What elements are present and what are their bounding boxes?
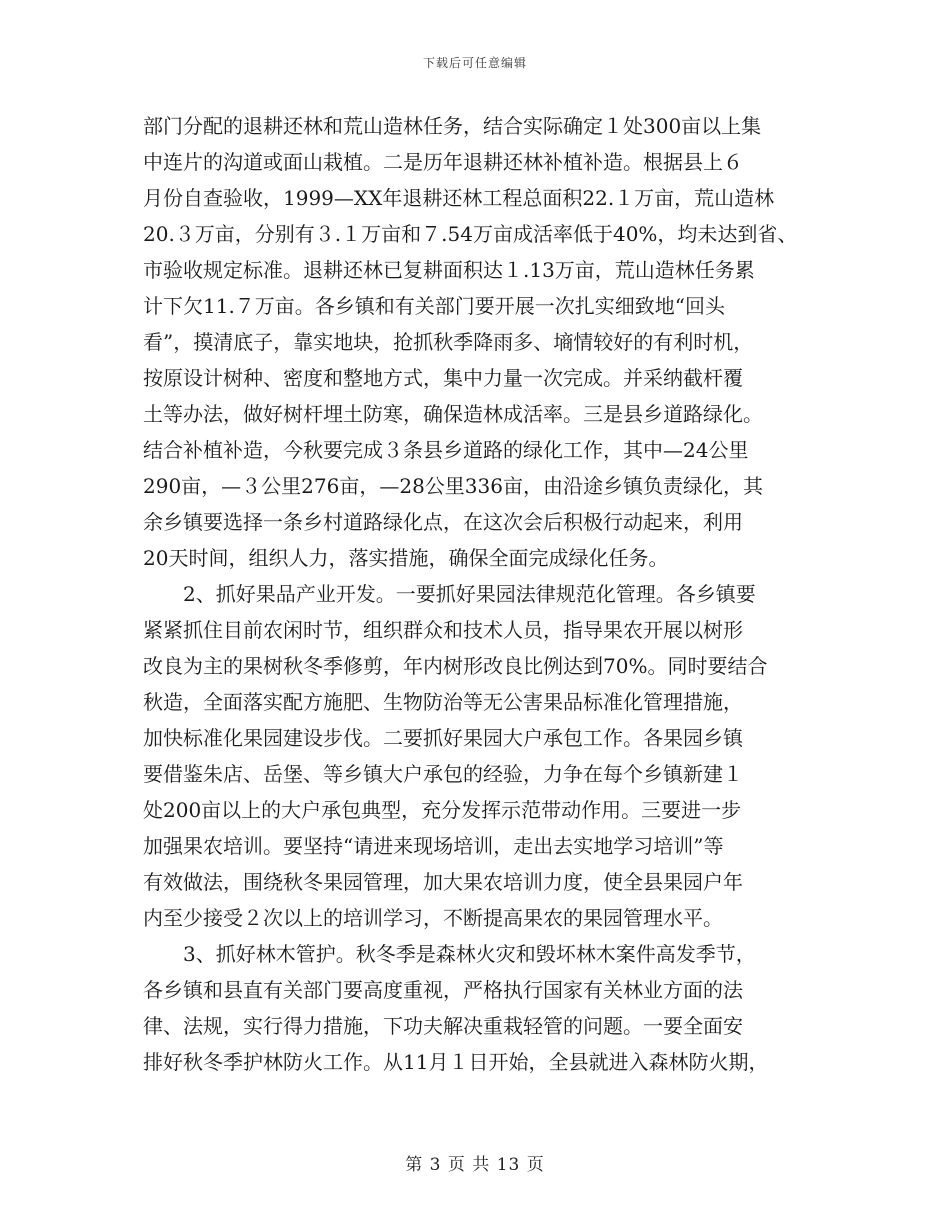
- text-line: 市验收规定标准。退耕还林已复耕面积达１.13万亩，荒山造林任务累: [143, 258, 755, 282]
- text-line: 处200亩以上的大户承包典型，充分发挥示范带动作用。三要进一步: [143, 798, 742, 822]
- text-line: 20天时间，组织人力，落实措施，确保全面完成绿化任务。: [143, 546, 669, 570]
- text-line: 加快标准化果园建设步伐。二要抓好果园大户承包工作。各果园乡镇: [143, 726, 743, 750]
- text-line: 中连片的沟道或面山栽植。二是历年退耕还林补植补造。根据县上６: [143, 150, 743, 174]
- text-line: 有效做法，围绕秋冬果园管理，加大果农培训力度，使全县果园户年: [143, 870, 743, 894]
- text-line: 紧紧抓住目前农闲时节，组织群众和技术人员，指导果农开展以树形: [143, 618, 743, 642]
- text-line: 余乡镇要选择一条乡村道路绿化点，在这次会后积极行动起来，利用: [143, 510, 743, 534]
- text-line: 律、法规，实行得力措施，下功夫解决重栽轻管的问题。一要全面安: [143, 1014, 743, 1038]
- text-line: 改良为主的果树秋冬季修剪，年内树形改良比例达到70%。同时要结合: [143, 654, 768, 678]
- text-line: 土等办法，做好树杆埋土防寒，确保造林成活率。三是县乡道路绿化。: [143, 402, 763, 426]
- text-line: 计下欠11.７万亩。各乡镇和有关部门要开展一次扎实细致地“回头: [143, 294, 726, 318]
- text-line: 结合补植补造，今秋要完成３条县乡道路的绿化工作，其中—24公里: [143, 438, 749, 462]
- paragraph-3-start: 3、抓好林木管护。秋冬季是森林火灾和毁坏林木案件高发季节，: [143, 942, 756, 966]
- text-line: 秋造，全面落实配方施肥、生物防治等无公害果品标准化管理措施，: [143, 690, 743, 714]
- text-line: 各乡镇和县直有关部门要高度重视，严格执行国家有关林业方面的法: [143, 978, 743, 1002]
- page-header: 下载后可任意编辑: [422, 56, 527, 70]
- text-line: 排好秋冬季护林防火工作。从11月１日开始，全县就进入森林防火期，: [143, 1050, 769, 1074]
- text-line: 看”，摸清底子，靠实地块，抢抓秋季降雨多、墒情较好的有利时机，: [143, 330, 754, 354]
- document-body: [143, 108, 815, 1080]
- text-line: 要借鉴朱店、岳堡、等乡镇大户承包的经验，力争在每个乡镇新建１: [143, 762, 743, 786]
- text-line: 290亩，—３公里276亩，—28公里336亩，由沿途乡镇负责绿化，其: [143, 474, 763, 498]
- paragraph-2-start: 2、抓好果品产业开发。一要抓好果园法律规范化管理。各乡镇要: [143, 582, 756, 606]
- page-footer: 第 3 页 共 13 页: [405, 1155, 545, 1175]
- text-line: 月份自查验收，1999—XX年退耕还林工程总面积22.１万亩，荒山造林: [143, 186, 775, 210]
- text-line: 20.３万亩，分别有３.１万亩和７.54万亩成活率低于40%，均未达到省、: [143, 222, 798, 246]
- text-line: 加强果农培训。要坚持“请进来现场培训，走出去实地学习培训”等: [143, 834, 724, 858]
- text-line: 按原设计树种、密度和整地方式，集中力量一次完成。并采纳截杆覆: [143, 366, 743, 390]
- text-line: 部门分配的退耕还林和荒山造林任务，结合实际确定１处300亩以上集: [143, 114, 762, 138]
- text-line: 内至少接受２次以上的培训学习，不断提高果农的果园管理水平。: [143, 906, 723, 930]
